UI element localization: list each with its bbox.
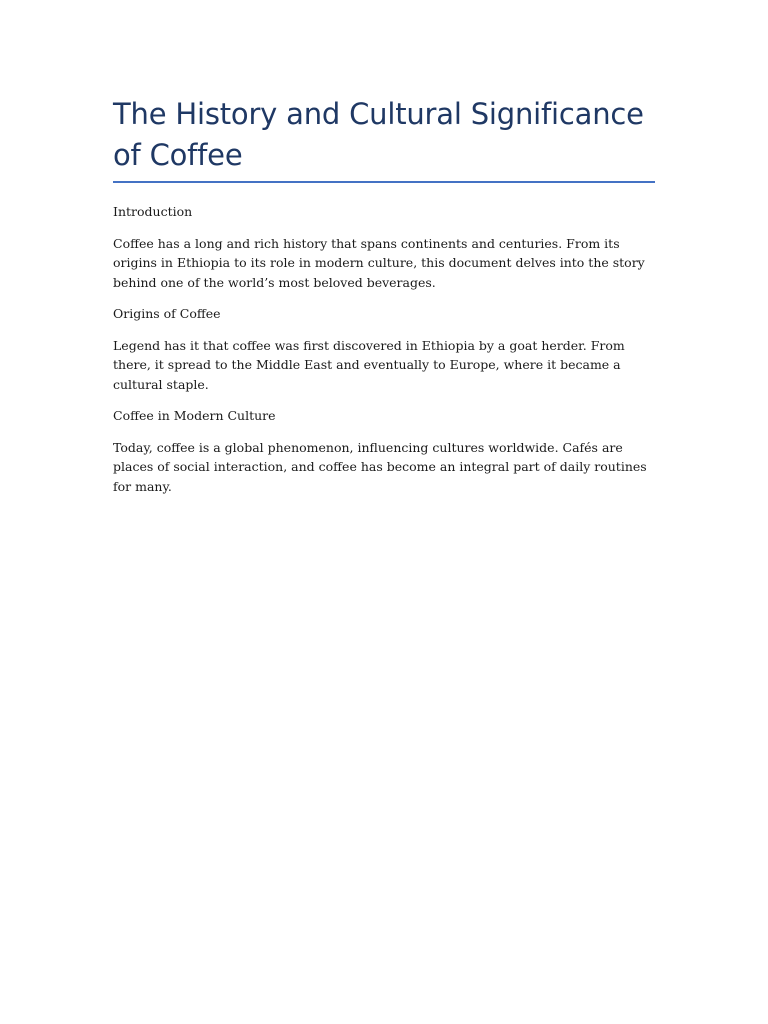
section-paragraph-origins: Legend has it that coffee was first discovered in Ethiopia by a goat herder. From there, it spread to the Middle East and eventually to Europe, where it became a cultural staple.	[113, 337, 625, 392]
document-title: The History and Cultural Significance of Coffee	[113, 97, 644, 172]
section-heading-modern-culture: Coffee in Modern Culture	[113, 408, 276, 423]
section-paragraph-introduction: Coffee has a long and rich history that spans continents and centuries. From its origins in Ethiopia to its role in modern culture, this document delves into the story behind one of the world’s most beloved beverages.	[113, 235, 645, 290]
section-heading-introduction: Introduction	[113, 204, 193, 219]
document-content	[113, 94, 655, 496]
section-heading-origins: Origins of Coffee	[113, 306, 221, 321]
section-paragraph-modern-culture: Today, coffee is a global phenomenon, influencing cultures worldwide. Cafés are places of social interaction, and coffee has become an integral part of daily routines for many.	[113, 439, 647, 494]
title-underline-rule	[113, 181, 655, 183]
